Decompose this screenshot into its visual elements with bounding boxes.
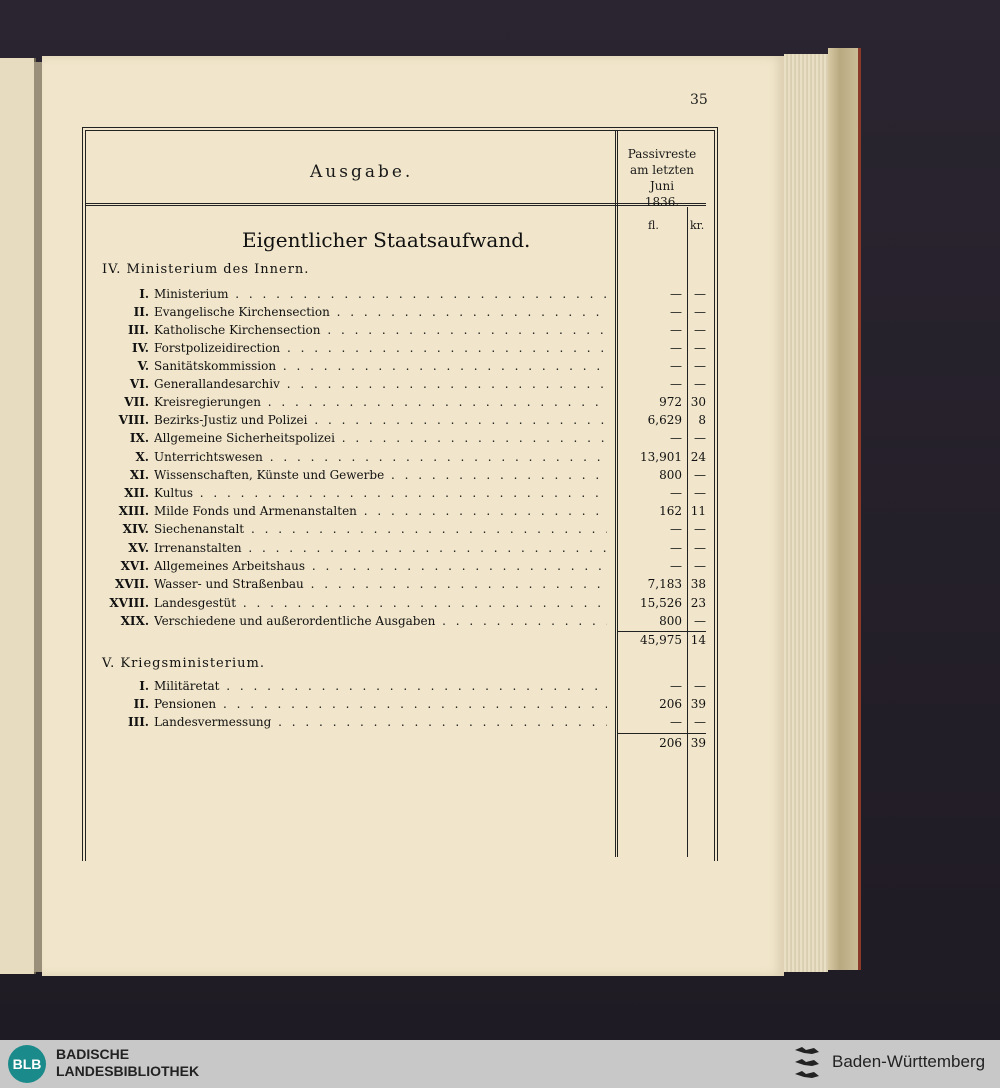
row-label: Forstpolizeidirection . . . (154, 341, 607, 355)
table-row (92, 395, 615, 413)
row-label: Evangelische Kirchensection . . . (154, 305, 607, 319)
table-row (92, 359, 615, 377)
row-label: Ministerium . . . (154, 287, 607, 301)
row-label: Generallandesarchiv . . . (154, 377, 607, 391)
bw-name[interactable]: Baden-Württemberg (832, 1052, 986, 1071)
row-label: Pensionen . . . (154, 697, 607, 711)
blb-name-line1: BADISCHE (56, 1046, 130, 1062)
value-kr: — (694, 341, 706, 355)
total-kr: 14 (690, 633, 706, 647)
row-label: Sanitätskommission . . . (154, 359, 607, 373)
value-fl: — (670, 541, 682, 555)
lions-emblem-icon (792, 1044, 822, 1084)
value-fl: 800 (659, 614, 682, 628)
value-kr: — (694, 486, 706, 500)
row-number: III. (127, 715, 149, 729)
unit-kr: kr. (690, 219, 705, 232)
unit-fl: fl. (648, 219, 659, 232)
row-label: Landesvermessung . . . (154, 715, 607, 729)
blb-logo[interactable]: BLB (8, 1045, 46, 1083)
value-kr: — (694, 287, 706, 301)
table-row (92, 450, 615, 468)
row-number: I. (139, 679, 149, 693)
row-number: XIII. (118, 504, 149, 518)
row-label: Wissenschaften, Künste und Gewerbe . . . (154, 468, 607, 482)
value-fl: 6,629 (647, 413, 682, 427)
value-fl: 7,183 (647, 577, 682, 591)
page-number: 35 (690, 92, 708, 108)
total-fl: 45,975 (640, 633, 682, 647)
row-number: XI. (129, 468, 149, 482)
row-number: XV. (128, 541, 149, 555)
page-edges (784, 54, 828, 972)
row-number: VII. (124, 395, 149, 409)
table-row (92, 504, 615, 522)
table-row (92, 614, 615, 632)
row-label: Bezirks-Justiz und Polizei . . . (154, 413, 607, 427)
left-page-edge (0, 58, 36, 974)
row-label: Allgemeine Sicherheitspolizei . . . (154, 431, 607, 445)
row-number: VI. (129, 377, 149, 391)
table-row (92, 577, 615, 595)
value-kr: — (694, 679, 706, 693)
row-label: Verschiedene und außerordentliche Ausgaben . . . (154, 614, 607, 628)
value-kr: 8 (698, 413, 706, 427)
header-ausgabe: Ausgabe. (310, 162, 414, 182)
value-fl: — (670, 715, 682, 729)
book-cover-edge (828, 48, 861, 970)
total-kr: 39 (690, 736, 706, 750)
value-kr: — (694, 559, 706, 573)
section-title: Eigentlicher Staatsaufwand. (242, 228, 531, 252)
value-kr: — (694, 305, 706, 319)
row-number: XIX. (120, 614, 149, 628)
table-row (92, 541, 615, 559)
table-row (92, 559, 615, 577)
row-number: XVIII. (109, 596, 149, 610)
value-kr: — (694, 715, 706, 729)
row-number: XII. (124, 486, 149, 500)
table-row (92, 377, 615, 395)
header-rule (86, 203, 706, 206)
row-label: Kreisregierungen . . . (154, 395, 607, 409)
value-fl: — (670, 559, 682, 573)
row-label: Allgemeines Arbeitshaus . . . (154, 559, 607, 573)
row-label: Siechenanstalt . . . (154, 522, 607, 536)
value-fl: 800 (659, 468, 682, 482)
value-fl: 162 (659, 504, 682, 518)
table-row (92, 287, 615, 305)
table-row (92, 679, 615, 697)
header-passivreste (618, 146, 706, 210)
row-number: XIV. (122, 522, 149, 536)
value-kr: — (694, 468, 706, 482)
header-passiv-line1: Passivreste (627, 147, 697, 161)
value-kr: — (694, 541, 706, 555)
row-label: Kultus . . . (154, 486, 607, 500)
sum-rule (618, 631, 706, 632)
section-heading-war: V. Kriegsministerium. (102, 656, 265, 671)
value-kr: 39 (690, 697, 706, 711)
header-passiv-line2: am letzten Juni (629, 163, 695, 193)
value-fl: 15,526 (640, 596, 682, 610)
table-row (92, 596, 615, 614)
value-fl: — (670, 486, 682, 500)
row-label: Milde Fonds und Armenanstalten . . . (154, 504, 607, 518)
row-number: IX. (129, 431, 149, 445)
row-number: VIII. (118, 413, 149, 427)
value-fl: — (670, 323, 682, 337)
table-row (92, 341, 615, 359)
value-kr: 11 (690, 504, 706, 518)
table-row (92, 431, 615, 449)
row-label: Landesgestüt . . . (154, 596, 607, 610)
value-kr: — (694, 377, 706, 391)
value-fl: — (670, 431, 682, 445)
blb-name-line2: LANDESBIBLIOTHEK (56, 1063, 200, 1079)
row-number: I. (139, 287, 149, 301)
value-fl: — (670, 287, 682, 301)
table-row (92, 413, 615, 431)
total-fl: 206 (659, 736, 682, 750)
value-fl: — (670, 341, 682, 355)
row-label: Unterrichtswesen . . . (154, 450, 607, 464)
row-number: X. (135, 450, 149, 464)
row-label: Irrenanstalten . . . (154, 541, 607, 555)
value-kr: — (694, 431, 706, 445)
value-fl: — (670, 359, 682, 373)
table-row (92, 522, 615, 540)
sum-rule (618, 733, 706, 734)
table-row (92, 697, 615, 715)
value-kr: 24 (690, 450, 706, 464)
section-heading-interior: IV. Ministerium des Innern. (102, 262, 310, 277)
row-number: II. (133, 697, 149, 711)
value-kr: — (694, 614, 706, 628)
value-kr: — (694, 359, 706, 373)
row-label: Katholische Kirchensection . . . (154, 323, 607, 337)
table-row (92, 715, 615, 733)
value-fl: — (670, 679, 682, 693)
value-fl: — (670, 522, 682, 536)
table-row (92, 323, 615, 341)
table-row (92, 486, 615, 504)
row-label: Wasser- und Straßenbau . . . (154, 577, 607, 591)
value-fl: — (670, 377, 682, 391)
row-number: II. (133, 305, 149, 319)
row-number: III. (127, 323, 149, 337)
blb-name[interactable] (56, 1046, 199, 1080)
row-number: XVI. (120, 559, 149, 573)
value-kr: — (694, 323, 706, 337)
value-kr: — (694, 522, 706, 536)
row-number: XVII. (114, 577, 149, 591)
value-fl: 13,901 (640, 450, 682, 464)
table-row (92, 468, 615, 486)
value-fl: 972 (659, 395, 682, 409)
header-passiv-line3: 1836. (644, 195, 680, 209)
value-fl: — (670, 305, 682, 319)
book-spine (34, 62, 42, 972)
value-kr: 30 (690, 395, 706, 409)
value-fl: 206 (659, 697, 682, 711)
row-number: IV. (131, 341, 149, 355)
table-row (92, 305, 615, 323)
row-number: V. (137, 359, 149, 373)
row-label: Militäretat . . . (154, 679, 607, 693)
value-kr: 38 (690, 577, 706, 591)
value-kr: 23 (690, 596, 706, 610)
